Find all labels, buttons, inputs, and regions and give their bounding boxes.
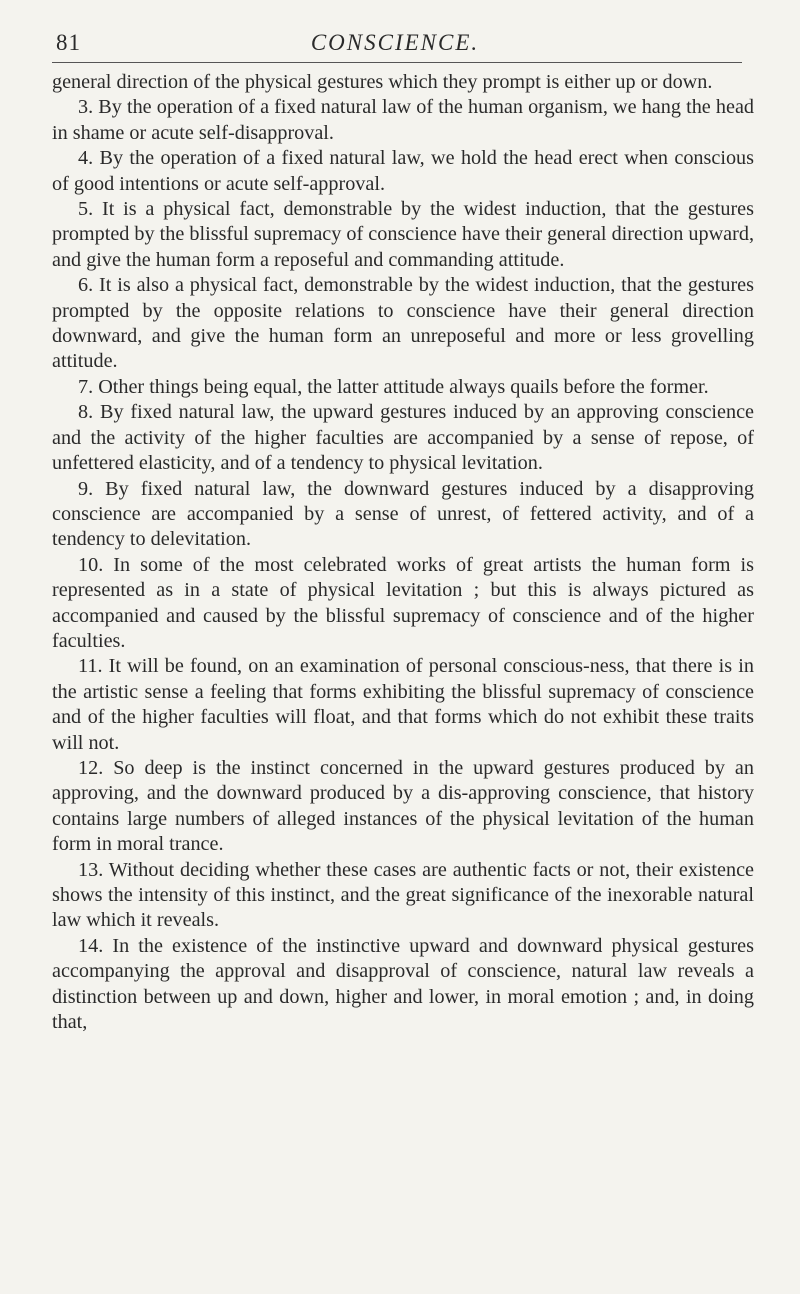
- paragraph-5: 5. It is a physical fact, demonstrable by the widest induction, that the gestures prompted by the blissful supremacy of conscience have their general direction upward, and give the human form a reposeful and commanding attitude.: [52, 198, 754, 271]
- page-header: [48, 18, 742, 58]
- header-rule: [52, 62, 742, 63]
- paragraph-9: 9. By fixed natural law, the downward gestures induced by a disapproving conscience are accompanied by a sense of unrest, of fettered activity, and of a tendency to delevitation.: [52, 477, 754, 551]
- paragraph-14: 14. In the existence of the instinctive upward and downward physical gestures accompanying the approval and disapproval of conscience, natural law reveals a distinction between up and down, higher and lower, in moral emotion ; and, in doing that,: [52, 934, 754, 1034]
- paragraph-3: 3. By the operation of a fixed natural law of the human organism, we hang the head in shame or acute self-disapproval.: [52, 96, 754, 144]
- paragraph-continuation: general direction of the physical gestures which they prompt is either up or down.: [52, 71, 713, 93]
- paragraph-11: 11. It will be found, on an examination of personal conscious-ness, that there is in the artistic sense a feeling that forms exhibiting the blissful supremacy of conscience and of the higher faculties will float, and that forms which do not exhibit these traits will not.: [52, 655, 754, 754]
- body-text: [52, 70, 754, 1035]
- paragraph-8: 8. By fixed natural law, the upward gestures induced by an approving conscience and the activity of the higher faculties are accompanied by a sense of repose, of unfettered elasticity, and of a tendency to physical levitation.: [52, 401, 754, 475]
- paragraph-13: 13. Without deciding whether these cases are authentic facts or not, their existence shows the intensity of this instinct, and the great significance of the inexorable natural law which it reveals.: [52, 858, 754, 932]
- paragraph-4: 4. By the operation of a fixed natural law, we hold the head erect when conscious of good intentions or acute self-approval.: [52, 147, 754, 195]
- running-title: CONSCIENCE.: [310, 30, 480, 55]
- paragraph-10: 10. In some of the most celebrated works of great artists the human form is represented as in a state of physical levitation ; but this is always pictured as accompanied and caused by the blissful supremacy of conscience and of the higher faculties.: [52, 553, 754, 652]
- paragraph-12: 12. So deep is the instinct concerned in the upward gestures produced by an approving, and the downward produced by a dis-approving conscience, that history contains large numbers of alleged instances of the physical levitation of the human form in moral trance.: [52, 756, 754, 856]
- paragraph-7: 7. Other things being equal, the latter attitude always quails before the former.: [78, 375, 709, 398]
- page-number: 81: [56, 30, 81, 55]
- paragraph-6: 6. It is also a physical fact, demonstrable by the widest induction, that the gestures prompted by the opposite relations to conscience have their general direction downward, and give the human form an unreposeful and more or less grovelling attitude.: [52, 274, 754, 373]
